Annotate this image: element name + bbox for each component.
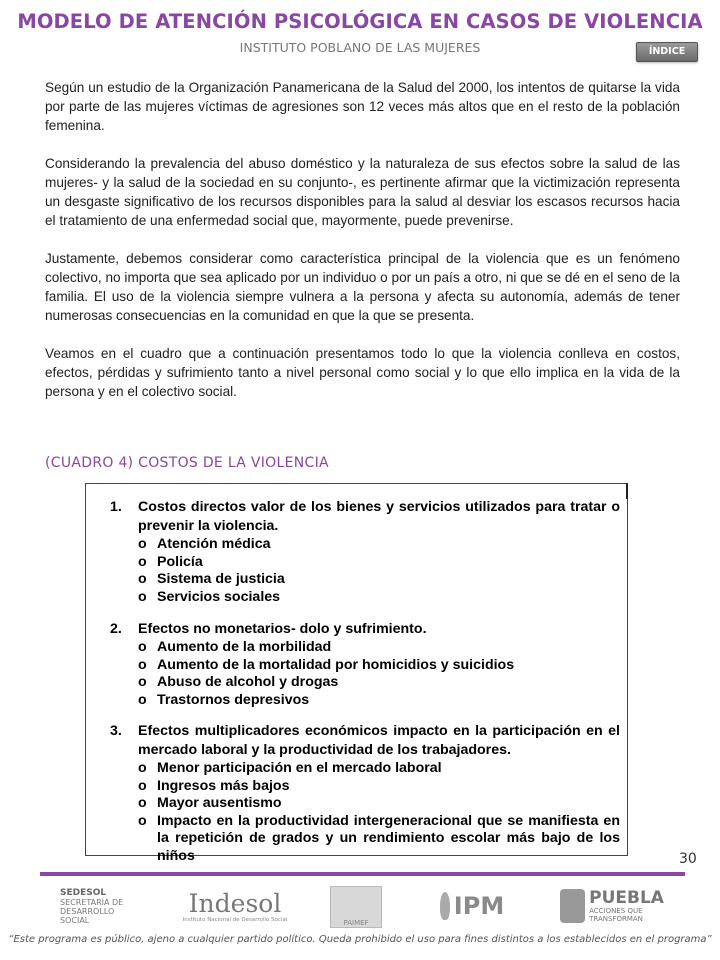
paragraph: Veamos en el cuadro que a continuación presentamos todo lo que la violencia conlleva en costos, efectos, pérdidas y sufrimiento tanto a nivel personal como social y lo que ello implica en la vida de la persona y en el colectivo social. [45, 346, 680, 399]
body-text [45, 78, 680, 420]
section-heading: Efectos multiplicadores económicos impacto en la participación en el mercado laboral y la productividad de los trabajadores. [138, 723, 620, 758]
list-item: o Trastornos depresivos [138, 691, 310, 708]
list-item: o Aumento de la mortalidad por homicidios y suicidios [138, 656, 515, 673]
table-section [110, 620, 620, 709]
list-item: o Policía [138, 553, 203, 570]
list-item: o Sistema de justicia [138, 571, 285, 587]
section-heading: Efectos no monetarios- dolo y sufrimiento. [138, 621, 427, 637]
paragraph: Según un estudio de la Organización Panamericana de la Salud del 2000, los intentos de quitarse la vida por parte de las mujeres víctimas de agresiones son 12 veces más altos que en el resto de la población femenina. [45, 80, 680, 133]
table-section [110, 498, 620, 606]
section-number: 2. [110, 621, 122, 637]
flame-icon [440, 892, 450, 920]
list-item: o Atención médica [138, 536, 271, 552]
footer-disclaimer: “Este programa es público, ajeno a cualquier partido político. Queda prohibido el uso para fines distintos a los establecidos en el programa” [8, 934, 712, 945]
paimef-logo: PAIMEF [330, 886, 382, 928]
list-item: o Abuso de alcohol y drogas [138, 674, 339, 690]
list-item: o Aumento de la morbilidad [138, 639, 332, 655]
list-item: o Ingresos más bajos [138, 777, 290, 794]
table-corner-mark [626, 483, 628, 499]
list-item: o Menor participación en el mercado laboral [138, 760, 442, 776]
page-header-title: MODELO DE ATENCIÓN PSICOLÓGICA EN CASOS DE VIOLENCIA [17, 10, 703, 33]
indesol-logo: Indesol Instituto Nacional de Desarrollo Social [182, 888, 288, 923]
page-header-subtitle: INSTITUTO POBLANO DE LAS MUJERES [239, 40, 481, 55]
paragraph: Justamente, debemos considerar como característica principal de la violencia que es un fenómeno colectivo, no importa que sea aplicado por un individuo o por un país a otro, ni que se dé en el seno de la familia. El uso de la violencia siempre vulnera a la persona y afecta su autonomía, además de tener numerosas consecuencias en la comunidad en que la que se presenta. [45, 251, 680, 323]
ipm-logo: IPM [437, 886, 507, 926]
puebla-logo: PUEBLA ACCIONES QUE TRANSFORMAN [560, 886, 670, 926]
list-item: o Impacto en la productividad intergeneracional que se manifiesta en la repetición de grados y un rendimiento escolar más bajo de los niños [138, 812, 620, 864]
section-heading: Costos directos valor de los bienes y servicios utilizados para tratar o prevenir la violencia. [138, 499, 620, 534]
costs-table [85, 483, 628, 864]
list-item: o Mayor ausentismo [138, 795, 282, 811]
table-caption: (CUADRO 4) COSTOS DE LA VIOLENCIA [45, 455, 329, 471]
index-button[interactable]: ÍNDICE [636, 42, 698, 62]
sedesol-logo: SEDESOL SECRETARÍA DE DESARROLLO SOCIAL [60, 887, 124, 925]
section-number: 3. [110, 723, 122, 739]
paragraph: Considerando la prevalencia del abuso doméstico y la naturaleza de sus efectos sobre la salud de las mujeres- y la salud de la sociedad en su conjunto-, es pertinente afirmar que la victimización representa un desgaste significativo de los recursos disponibles para la salud al desviar los escasos recursos hacia el tratamiento de una enfermedad social que, mayormente, puede prevenirse. [45, 156, 680, 228]
footer-divider [40, 872, 685, 876]
section-number: 1. [110, 499, 122, 515]
puzzle-icon [560, 889, 585, 923]
list-item: o Servicios sociales [138, 588, 281, 605]
table-section [110, 722, 620, 865]
page-number: 30 [679, 851, 697, 867]
